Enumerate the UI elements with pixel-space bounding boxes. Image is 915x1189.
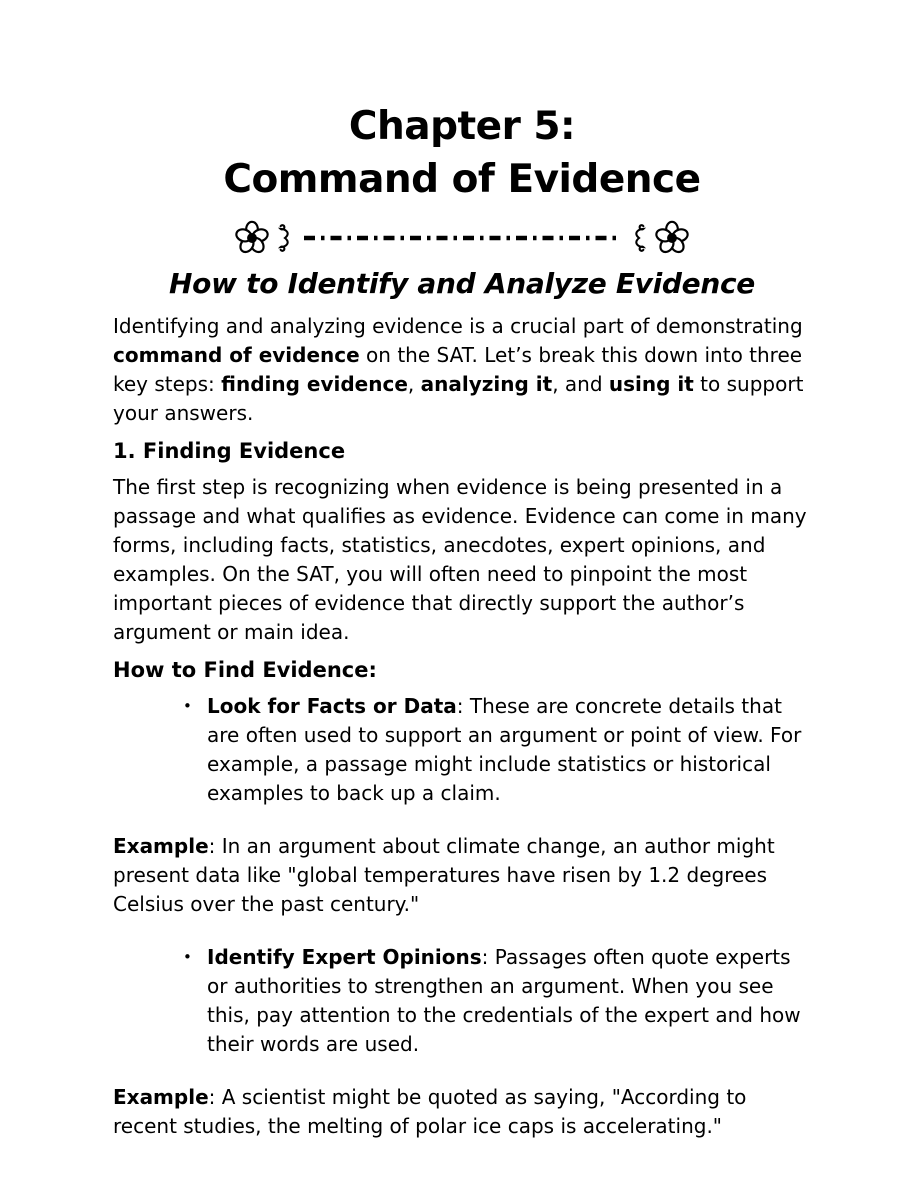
- text-segment: Identify Expert Opinions: [207, 945, 482, 969]
- text-segment: , and: [552, 372, 609, 396]
- text-segment: : In an argument about climate change, an author might present data like "global temperatures have risen by 1.2 degrees Celsius over the past century.": [113, 834, 775, 916]
- right-curl-icon: [629, 224, 647, 252]
- text-segment: Look for Facts or Data: [207, 694, 457, 718]
- text-segment: Identifying and analyzing evidence is a crucial part of demonstrating: [113, 314, 803, 338]
- section-heading: How to Identify and Analyze Evidence: [169, 267, 755, 300]
- bullet-text-expert-opinions: [207, 943, 811, 1059]
- text-segment: to support your answers.: [113, 372, 804, 425]
- chapter-title-line2: Command of Evidence: [223, 157, 701, 202]
- bullet-item-expert-opinions: [113, 943, 811, 1059]
- intro-paragraph: [113, 312, 811, 428]
- divider-dash-line: [302, 233, 622, 243]
- text-segment: Example: [113, 1085, 209, 1109]
- text-segment: on the SAT. Let’s break this down into three key steps:: [113, 343, 803, 396]
- text-segment: : A scientist might be quoted as saying, "According to recent studies, the melting of polar ice caps is accelerating.": [113, 1085, 747, 1138]
- text-segment: command of evidence: [113, 343, 360, 367]
- text-segment: using it: [608, 372, 694, 396]
- bullet-icon: •: [183, 697, 192, 715]
- finding-evidence-heading: 1. Finding Evidence: [113, 439, 346, 463]
- text-segment: : These are concrete details that are often used to support an argument or point of view. For example, a passage might include statistics or historical examples to back up a claim.: [207, 694, 802, 805]
- text-segment: ,: [407, 372, 421, 396]
- text-segment: : Passages often quote experts or authorities to strengthen an argument. When you see this, pay attention to the credentials of the expert and how their words are used.: [207, 945, 801, 1056]
- flower-icon: [234, 220, 270, 256]
- chapter-title: [113, 100, 811, 206]
- bullet-item-facts-or-data: [113, 692, 811, 808]
- how-to-find-heading: How to Find Evidence:: [113, 658, 377, 682]
- bullet-icon: •: [183, 948, 192, 966]
- bullet-text-facts-or-data: [207, 692, 811, 808]
- text-segment: analyzing it: [420, 372, 553, 396]
- text-segment: Example: [113, 834, 209, 858]
- example-paragraph-scientist: [113, 1083, 811, 1141]
- ornamental-divider: [113, 216, 811, 260]
- left-curl-icon: [277, 224, 295, 252]
- text-segment: finding evidence: [221, 372, 408, 396]
- chapter-title-line1: Chapter 5:: [348, 104, 576, 149]
- finding-evidence-paragraph: The first step is recognizing when evidence is being presented in a passage and what qualifies as evidence. Evidence can come in many forms, including facts, statistics, anecdotes, expert opinions, and examples. On the SAT, you will often need to pinpoint the most important pieces of evidence that directly support the author’s argument or main idea.: [113, 475, 807, 644]
- example-paragraph-climate: [113, 832, 811, 919]
- flower-icon: [654, 220, 690, 256]
